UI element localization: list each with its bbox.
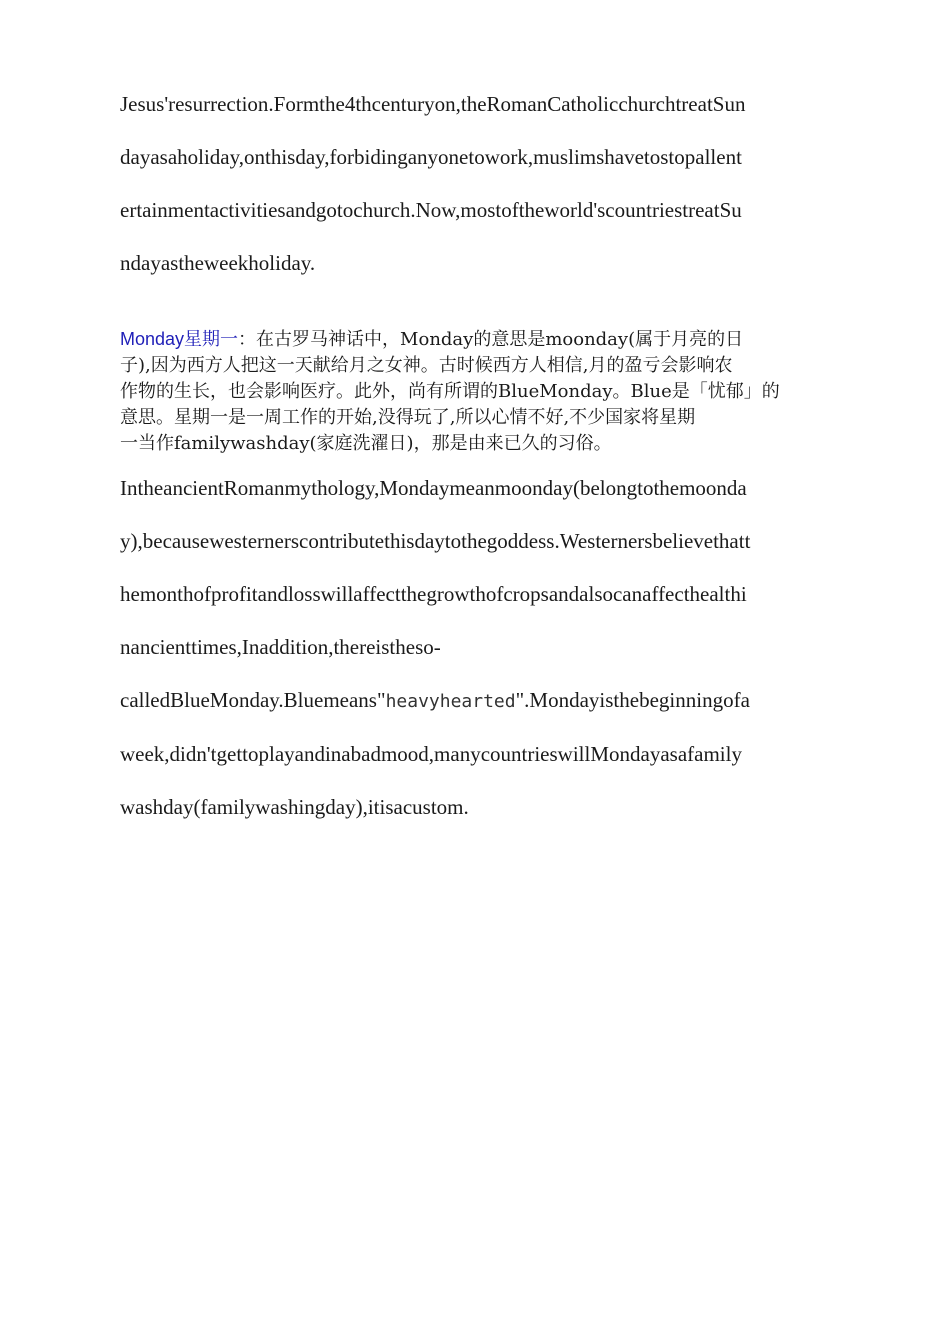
text-line: washday(familywashingday),itisacustom. [120,795,469,819]
monday-english-paragraph [120,462,835,834]
text-line: IntheancientRomanmythology,Mondaymeanmoonday(belongtothemoonda [120,476,747,500]
text-line: ertainmentactivitiesandgotochurch.Now,mostoftheworld'scountriestreatSu [120,198,742,222]
document-page [120,78,835,834]
text-line: 一当作familywashday(家庭洗濯日)，那是由来已久的习俗。 [120,433,612,454]
text-line: 意思。星期一是一周工作的开始,没得玩了,所以心情不好,不少国家将星期 [120,407,696,428]
text-line: ndayastheweekholiday. [120,251,316,275]
text-line: dayasaholiday,onthisday,forbidinganyonetowork,muslimshavetostopallent [120,145,742,169]
monday-heading: Monday星期一 [120,329,239,349]
text-line [120,326,810,353]
text-line: nancienttimes,Inaddition,thereistheso- [120,635,441,659]
text-line: hemonthofprofitandlosswillaffectthegrowthofcropsandalsocanaffecthealthi [120,582,747,606]
text-line: y),becausewesternerscontributethisdaytothegoddess.Westernersbelievethatt [120,529,751,553]
text-fragment: ".Mondayisthebeginningofa [515,688,750,712]
monday-chinese-paragraph [120,326,810,457]
text-line: 子),因为西方人把这一天献给月之女神。古时候西方人相信,月的盈亏会影响农 [120,355,733,376]
sunday-english-paragraph [120,78,835,290]
heavyhearted-term: heavyhearted [385,691,516,712]
text-fragment: calledBlueMonday.Bluemeans" [120,688,386,712]
text-line: Jesus'resurrection.Formthe4thcenturyon,theRomanCatholicchurchtreatSun [120,92,746,116]
text-line [120,674,835,728]
text-line: 作物的生长，也会影响医疗。此外，尚有所谓的BlueMonday。Blue是「忧郁」的 [120,381,780,402]
text-fragment: ：在古罗马神话中，Monday的意思是moonday(属于月亮的日 [238,329,744,350]
text-line: week,didn'tgettoplayandinabadmood,manycountrieswillMondayasafamily [120,742,742,766]
